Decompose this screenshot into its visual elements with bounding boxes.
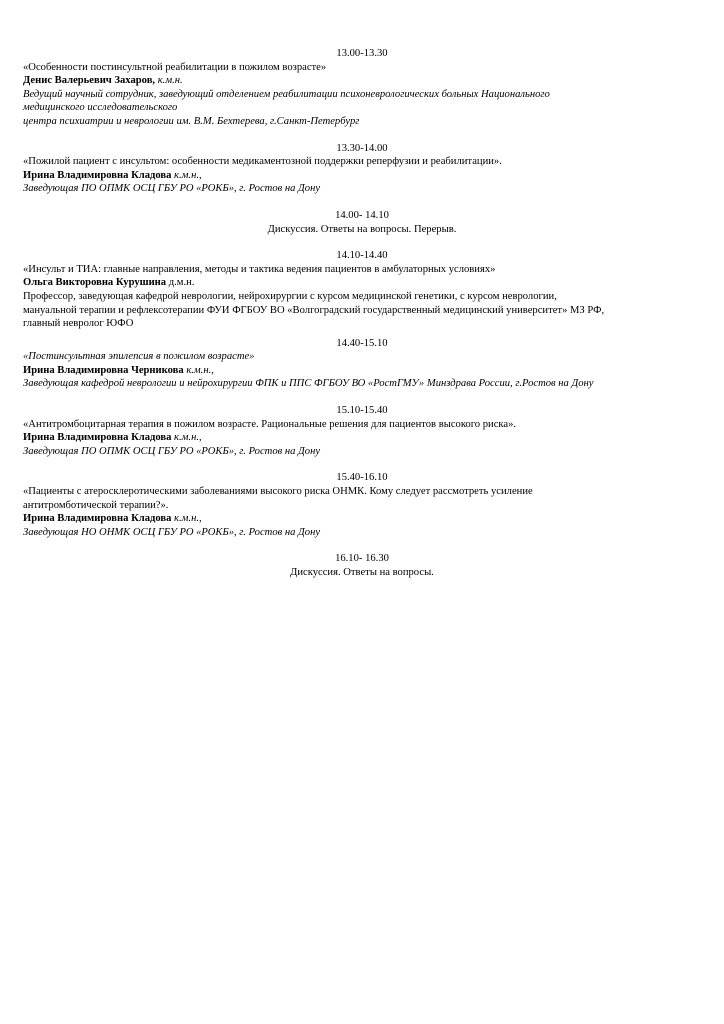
session-1 bbox=[23, 47, 703, 129]
speaker-name: Ольга Викторовна Курушина bbox=[23, 277, 167, 289]
speaker-affiliation-line: главный невролог ЮФО bbox=[23, 318, 134, 330]
speaker-line bbox=[23, 512, 703, 526]
talk-title: «Особенности постинсультной реабилитации в пожилом возрасте» bbox=[23, 61, 327, 73]
speaker-affiliation-line: Ведущий научный сотрудник, заведующий отделением реабилитации психоневрологических больных Национального bbox=[23, 88, 550, 100]
session-time: 14.10-14.40 bbox=[336, 250, 388, 262]
session-6 bbox=[23, 471, 703, 539]
session-time: 14.00- 14.10 bbox=[335, 209, 389, 221]
session-time: 16.10- 16.30 bbox=[335, 553, 389, 565]
speaker-affiliation-line: Заведующая ПО ОПМК ОСЦ ГБУ РО «РОКБ», г. Ростов на Дону bbox=[23, 183, 321, 195]
speaker-line bbox=[23, 74, 703, 88]
speaker-affiliation-line: мануальной терапии и рефлексотерапии ФУИ ФГБОУ ВО «Волгоградский государственный медицинский университет» МЗ РФ, bbox=[23, 304, 605, 316]
speaker-degree: к.м.н. bbox=[155, 75, 183, 87]
speaker-line bbox=[23, 276, 703, 290]
talk-title-line: антитромботической терапии?». bbox=[23, 499, 169, 511]
session-4 bbox=[23, 337, 703, 391]
speaker-affiliation-line: медицинского исследовательского bbox=[23, 102, 178, 114]
session-3 bbox=[23, 249, 703, 331]
speaker-degree: к.м.н., bbox=[171, 432, 202, 444]
speaker-line bbox=[23, 431, 703, 445]
speaker-affiliation-line: центра психиатрии и неврологии им. В.М. Бехтерева, г.Санкт-Петербург bbox=[23, 115, 360, 127]
session-time: 15.40-16.10 bbox=[336, 472, 388, 484]
program-page bbox=[23, 47, 703, 593]
speaker-affiliation-line: Заведующая кафедрой неврологии и нейрохирургии ФПК и ППС ФГБОУ ВО «РостГМУ» Минздрава России, г.Ростов на Дону bbox=[23, 378, 594, 390]
session-time: 15.10-15.40 bbox=[336, 405, 388, 417]
speaker-line bbox=[23, 169, 703, 183]
session-2 bbox=[23, 142, 703, 196]
speaker-affiliation-line: Профессор, заведующая кафедрой неврологии, нейрохирургии с курсом медицинской генетики, с курсом неврологии, bbox=[23, 290, 557, 302]
speaker-name: Денис Валерьевич Захаров, bbox=[23, 75, 156, 87]
break-2 bbox=[23, 552, 703, 579]
speaker-degree: к.м.н., bbox=[171, 513, 202, 525]
speaker-name: Ирина Владимировна Кладова bbox=[23, 513, 172, 525]
talk-title: «Пожилой пациент с инсультом: особенности медикаментозной поддержки реперфузии и реабилитации». bbox=[23, 156, 502, 168]
session-time: 13.00-13.30 bbox=[336, 48, 388, 59]
session-time: 14.40-15.10 bbox=[336, 337, 388, 349]
speaker-name: Ирина Владимировна Кладова bbox=[23, 169, 172, 181]
talk-title: «Постинсультная эпилепсия в пожилом возрасте» bbox=[23, 351, 255, 363]
speaker-name: Ирина Владимировна Черникова bbox=[23, 364, 184, 376]
break-note: Дискуссия. Ответы на вопросы. Перерыв. bbox=[267, 223, 457, 235]
speaker-degree: к.м.н., bbox=[183, 364, 214, 376]
session-time: 13.30-14.00 bbox=[336, 142, 388, 154]
speaker-name: Ирина Владимировна Кладова bbox=[23, 432, 172, 444]
break-note: Дискуссия. Ответы на вопросы. bbox=[290, 567, 434, 578]
speaker-degree: д.м.н. bbox=[166, 277, 195, 289]
talk-title: «Инсульт и ТИА: главные направления, методы и тактика ведения пациентов в амбулаторных условиях» bbox=[23, 263, 496, 275]
speaker-degree: к.м.н., bbox=[171, 169, 202, 181]
talk-title-line: «Пациенты с атеросклеротическими заболеваниями высокого риска ОНМК. Кому следует рассмотреть усиление bbox=[23, 486, 533, 498]
speaker-affiliation-line: Заведующая НО ОНМК ОСЦ ГБУ РО «РОКБ», г. Ростов на Дону bbox=[23, 526, 321, 538]
talk-title: «Антитромбоцитарная терапия в пожилом возрасте. Рациональные решения для пациентов высокого риска». bbox=[23, 418, 517, 430]
break-1 bbox=[23, 209, 703, 236]
speaker-line bbox=[23, 364, 703, 378]
session-5 bbox=[23, 404, 703, 458]
speaker-affiliation-line: Заведующая ПО ОПМК ОСЦ ГБУ РО «РОКБ», г. Ростов на Дону bbox=[23, 445, 321, 457]
